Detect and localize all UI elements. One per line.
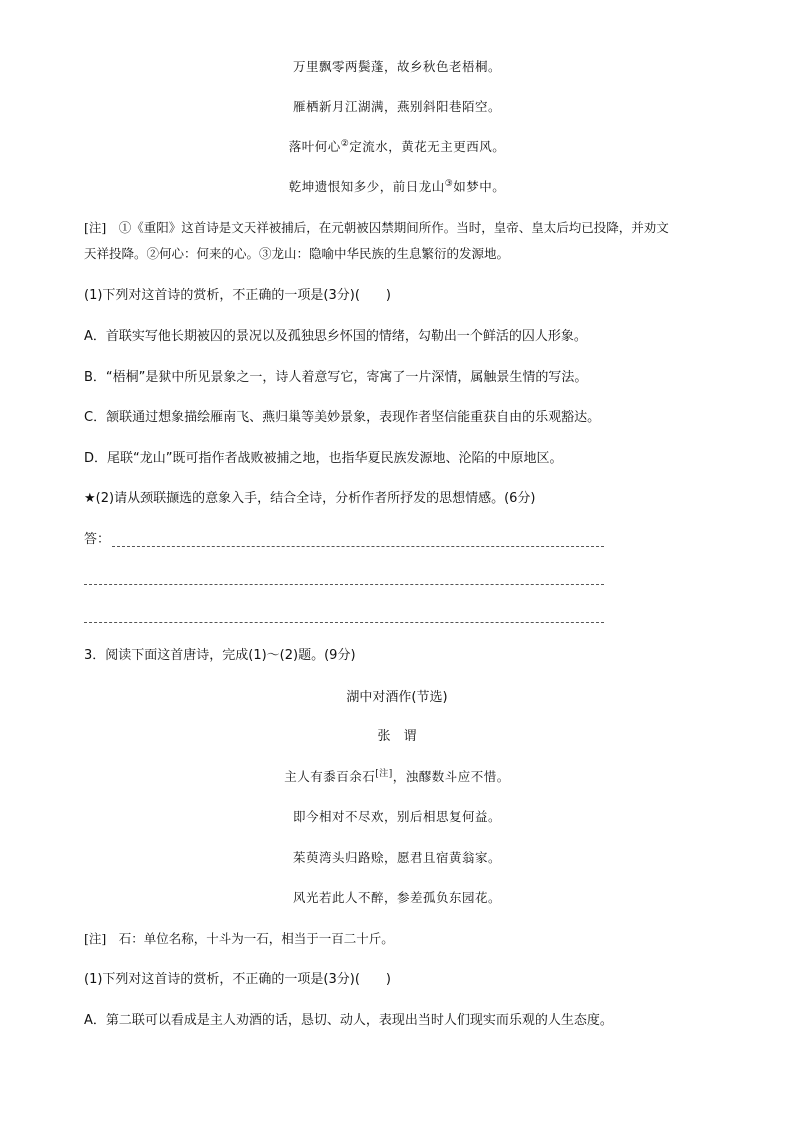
poem-line-text: 风光若此人不醉，参差孤负东园花。 xyxy=(292,890,501,905)
poem-line-text: 如梦中。 xyxy=(453,179,506,194)
poem-line-text: 乾坤遗恨知多少，前日龙山 xyxy=(288,179,445,194)
annotation-note: 天祥投降。②何心：何来的心。③龙山：隐喻中华民族的生息繁衍的发源地。 xyxy=(84,246,510,261)
choice-option-a: A．第二联可以看成是主人劝酒的话，恳切、动人，表现出当时人们现实而乐观的人生态度。 xyxy=(84,1013,613,1028)
answer-line[interactable] xyxy=(84,584,604,585)
poem-line xyxy=(0,98,794,116)
question-stem: (1)下列对这首诗的赏析，不正确的一项是(3分)( ) xyxy=(84,288,391,303)
answer-label: 答： xyxy=(84,532,111,547)
question-stem: (1)下列对这首诗的赏析，不正确的一项是(3分)( ) xyxy=(84,972,391,987)
answer-line[interactable] xyxy=(84,622,604,623)
footnote-marker: ② xyxy=(340,138,350,149)
poem-line xyxy=(0,768,794,786)
poem-line-text: 茱萸湾头归路赊，愿君且宿黄翁家。 xyxy=(292,850,501,865)
poem-line-text: ，浊醪数斗应不惜。 xyxy=(392,769,510,784)
poem-line xyxy=(0,889,794,907)
poem-line xyxy=(0,58,794,76)
answer-line[interactable] xyxy=(112,546,604,547)
choice-option-c: C．颔联通过想象描绘雁南飞、燕归巢等美妙景象，表现作者坚信能重获自由的乐观豁达。 xyxy=(84,410,601,425)
poem-line-text: 定流水，黄花无主更西风。 xyxy=(349,139,506,154)
choice-option-b: B．“梧桐”是狱中所见景象之一，诗人着意写它，寄寓了一片深情，属触景生情的写法。 xyxy=(84,370,588,385)
annotation-note: [注] 石：单位名称，十斗为一石，相当于一百二十斤。 xyxy=(84,931,394,946)
poem-line-text: 主人有黍百余石 xyxy=(284,769,376,784)
poem-line-text: 即今相对不尽欢，别后相思复何益。 xyxy=(292,809,501,824)
poem-title: 湖中对酒作(节选) xyxy=(346,690,448,705)
poem-author: 张 谓 xyxy=(377,729,417,744)
choice-option-a: A．首联实写他长期被囚的景况以及孤独思乡怀国的情绪，勾勒出一个鲜活的囚人形象。 xyxy=(84,329,587,344)
question-stem: ★(2)请从颈联撷选的意象入手，结合全诗，分析作者所抒发的思想情感。(6分) xyxy=(84,491,536,506)
poem-line xyxy=(0,849,794,867)
annotation-note: [注] ①《重阳》这首诗是文天祥被捕后，在元朝被囚禁期间所作。当时，皇帝、皇太后均已投降，并劝文 xyxy=(84,220,669,235)
choice-option-d: D．尾联“龙山”既可指作者战败被捕之地，也指华夏民族发源地、沦陷的中原地区。 xyxy=(84,451,563,466)
question-stem: 3．阅读下面这首唐诗，完成(1)～(2)题。(9分) xyxy=(84,648,356,663)
poem-line-text: 雁栖新月江湖满，燕别斜阳巷陌空。 xyxy=(292,99,501,114)
poem-line-text: 落叶何心 xyxy=(288,139,341,154)
footnote-marker: [注] xyxy=(375,768,393,779)
footnote-marker: ③ xyxy=(444,178,454,189)
poem-line xyxy=(0,138,794,156)
poem-line xyxy=(0,808,794,826)
poem-line xyxy=(0,178,794,196)
poem-line-text: 万里飘零两鬓蓬，故乡秋色老梧桐。 xyxy=(292,59,501,74)
